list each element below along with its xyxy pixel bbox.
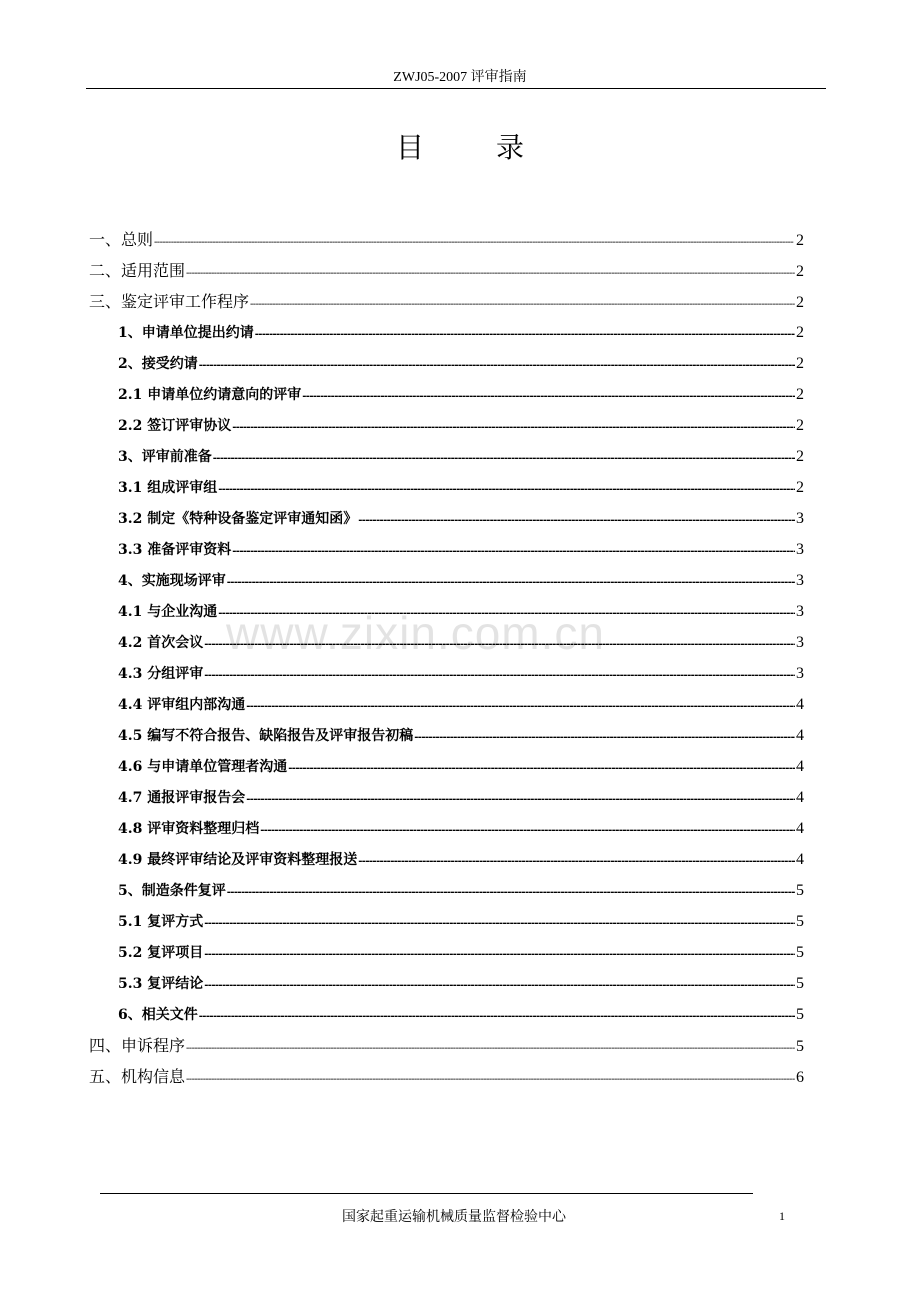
toc-entry-label: 4.2 首次会议 bbox=[118, 635, 204, 651]
toc-entry-label: 4、实施现场评审 bbox=[118, 573, 226, 589]
toc-entry-label: 3、评审前准备 bbox=[118, 449, 212, 465]
toc-entry-label: 4.3 分组评审 bbox=[118, 666, 204, 682]
toc-entry[interactable] bbox=[86, 751, 804, 782]
toc-dot-leader bbox=[232, 412, 795, 443]
toc-dot-leader bbox=[246, 691, 795, 722]
toc-dot-leader bbox=[358, 505, 795, 536]
toc-entry[interactable] bbox=[86, 844, 804, 875]
toc-entry[interactable] bbox=[86, 348, 804, 379]
toc-entry[interactable] bbox=[86, 999, 804, 1030]
toc-entry-label: 4.1 与企业沟通 bbox=[118, 604, 218, 620]
toc-entry[interactable] bbox=[86, 875, 804, 906]
toc-entry[interactable] bbox=[86, 534, 804, 565]
toc-dot-leader bbox=[186, 258, 795, 289]
toc-dot-leader bbox=[414, 722, 795, 753]
toc-dot-leader bbox=[227, 567, 795, 598]
toc-entry-label: 1、申请单位提出约请 bbox=[118, 325, 254, 341]
toc-entry-label: 五、机构信息 bbox=[89, 1067, 186, 1086]
page-header: ZWJ05-2007 评审指南 bbox=[393, 70, 527, 85]
toc-entry-page: 4 bbox=[796, 696, 804, 713]
toc-entry-page: 2 bbox=[796, 355, 804, 372]
toc-entry-page: 5 bbox=[796, 1006, 804, 1023]
toc-dot-leader bbox=[218, 474, 795, 505]
toc-entry[interactable] bbox=[86, 689, 804, 720]
toc-entry[interactable] bbox=[86, 224, 804, 255]
toc-dot-leader bbox=[186, 1033, 795, 1064]
toc-entry-page: 3 bbox=[796, 510, 804, 527]
toc-entry[interactable] bbox=[86, 1061, 804, 1092]
toc-entry-label: 4.5 编写不符合报告、缺陷报告及评审报告初稿 bbox=[118, 728, 414, 744]
toc-entry-label: 3.2 制定《特种设备鉴定评审通知函》 bbox=[118, 511, 358, 527]
toc-dot-leader bbox=[246, 784, 795, 815]
toc-entry-label: 2.2 签订评审协议 bbox=[118, 418, 232, 434]
toc-dot-leader bbox=[260, 815, 795, 846]
toc-entry[interactable] bbox=[86, 255, 804, 286]
toc-dot-leader bbox=[204, 970, 795, 1001]
toc-entry-label: 4.4 评审组内部沟通 bbox=[118, 697, 246, 713]
toc-entry-label: 4.6 与申请单位管理者沟通 bbox=[118, 759, 288, 775]
toc-entry-page: 5 bbox=[796, 1038, 804, 1055]
toc-dot-leader bbox=[204, 908, 795, 939]
toc-entry[interactable] bbox=[86, 379, 804, 410]
toc-entry-page: 5 bbox=[796, 944, 804, 961]
toc-entry-page: 2 bbox=[796, 448, 804, 465]
toc-entry-page: 6 bbox=[796, 1069, 804, 1086]
toc-entry-page: 3 bbox=[796, 572, 804, 589]
toc-entry-page: 2 bbox=[796, 479, 804, 496]
toc-entry-page: 4 bbox=[796, 820, 804, 837]
toc-entry[interactable] bbox=[86, 286, 804, 317]
toc-entry[interactable] bbox=[86, 720, 804, 751]
toc-entry[interactable] bbox=[86, 813, 804, 844]
toc-entry[interactable] bbox=[86, 658, 804, 689]
toc-entry-page: 2 bbox=[796, 263, 804, 280]
footer-organization: 国家起重运输机械质量监督检验中心 bbox=[342, 1209, 566, 1225]
toc-entry-label: 5、制造条件复评 bbox=[118, 883, 226, 899]
toc-entry-label: 4.8 评审资料整理归档 bbox=[118, 821, 260, 837]
footer-page-number: 1 bbox=[779, 1209, 785, 1223]
toc-entry[interactable] bbox=[86, 441, 804, 472]
toc-entry[interactable] bbox=[86, 906, 804, 937]
toc-entry-label: 5.3 复评结论 bbox=[118, 976, 204, 992]
toc-entry-page: 2 bbox=[796, 324, 804, 341]
toc-dot-leader bbox=[186, 1064, 795, 1095]
toc-dot-leader bbox=[199, 350, 795, 381]
toc-entry-label: 2、接受约请 bbox=[118, 356, 198, 372]
toc-dot-leader bbox=[302, 381, 795, 412]
toc-dot-leader bbox=[204, 629, 795, 660]
toc-dot-leader bbox=[288, 753, 795, 784]
toc-entry[interactable] bbox=[86, 565, 804, 596]
toc-entry[interactable] bbox=[86, 596, 804, 627]
footer-divider bbox=[100, 1193, 753, 1194]
toc-entry[interactable] bbox=[86, 472, 804, 503]
header-divider bbox=[86, 88, 826, 89]
page-title bbox=[0, 126, 920, 166]
toc-entry-label: 4.7 通报评审报告会 bbox=[118, 790, 246, 806]
toc-dot-leader bbox=[204, 939, 795, 970]
toc-entry-page: 4 bbox=[796, 851, 804, 868]
toc-entry-page: 4 bbox=[796, 727, 804, 744]
toc-entry-page: 5 bbox=[796, 882, 804, 899]
table-of-contents bbox=[86, 224, 804, 1092]
toc-entry[interactable] bbox=[86, 317, 804, 348]
toc-entry-page: 5 bbox=[796, 975, 804, 992]
toc-entry-label: 2.1 申请单位约请意向的评审 bbox=[118, 387, 302, 403]
toc-dot-leader bbox=[227, 877, 795, 908]
toc-entry-label: 一、总则 bbox=[89, 230, 154, 249]
title-char-2: 录 bbox=[496, 131, 525, 164]
toc-dot-leader bbox=[250, 289, 795, 320]
toc-dot-leader bbox=[199, 1001, 795, 1032]
toc-dot-leader bbox=[204, 660, 795, 691]
toc-entry-label: 3.1 组成评审组 bbox=[118, 480, 218, 496]
toc-entry-label: 5.1 复评方式 bbox=[118, 914, 204, 930]
toc-entry[interactable] bbox=[86, 410, 804, 441]
toc-dot-leader bbox=[154, 227, 795, 258]
toc-entry-page: 4 bbox=[796, 789, 804, 806]
toc-entry-page: 4 bbox=[796, 758, 804, 775]
toc-entry-label: 5.2 复评项目 bbox=[118, 945, 204, 961]
toc-entry[interactable] bbox=[86, 782, 804, 813]
title-char-1: 目 bbox=[395, 131, 424, 164]
toc-entry-page: 3 bbox=[796, 634, 804, 651]
toc-entry-page: 2 bbox=[796, 232, 804, 249]
toc-entry-label: 6、相关文件 bbox=[118, 1007, 198, 1023]
toc-entry[interactable] bbox=[86, 937, 804, 968]
toc-entry-label: 3.3 准备评审资料 bbox=[118, 542, 232, 558]
toc-dot-leader bbox=[232, 536, 795, 567]
toc-entry-page: 2 bbox=[796, 417, 804, 434]
toc-dot-leader bbox=[255, 319, 795, 350]
toc-dot-leader bbox=[358, 846, 795, 877]
toc-dot-leader bbox=[218, 598, 795, 629]
toc-entry-label: 二、适用范围 bbox=[89, 261, 186, 280]
toc-entry-label: 四、申诉程序 bbox=[89, 1036, 186, 1055]
toc-entry-page: 2 bbox=[796, 294, 804, 311]
toc-entry-page: 3 bbox=[796, 603, 804, 620]
toc-entry[interactable] bbox=[86, 627, 804, 658]
toc-dot-leader bbox=[213, 443, 795, 474]
toc-entry[interactable] bbox=[86, 968, 804, 999]
toc-entry[interactable] bbox=[86, 503, 804, 534]
toc-entry-page: 3 bbox=[796, 665, 804, 682]
watermark: www.zixin.com.cn bbox=[226, 607, 605, 659]
toc-entry-label: 三、鉴定评审工作程序 bbox=[89, 292, 250, 311]
toc-entry-label: 4.9 最终评审结论及评审资料整理报送 bbox=[118, 852, 358, 868]
toc-entry-page: 2 bbox=[796, 386, 804, 403]
toc-entry-page: 3 bbox=[796, 541, 804, 558]
toc-entry[interactable] bbox=[86, 1030, 804, 1061]
toc-entry-page: 5 bbox=[796, 913, 804, 930]
